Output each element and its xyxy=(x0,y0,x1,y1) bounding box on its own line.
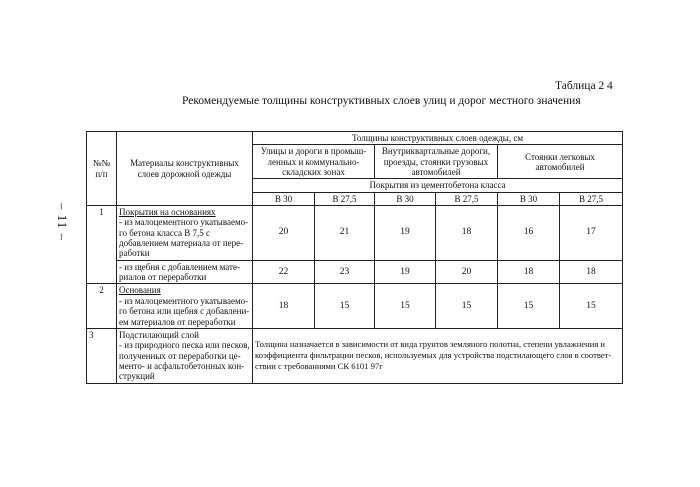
header-thickness: Толщины конструктивных слоев одежды, см xyxy=(253,132,623,145)
table-row xyxy=(87,284,623,328)
value-cell: 19 xyxy=(375,260,436,284)
row-number: 1 xyxy=(87,206,117,284)
value-cell: 23 xyxy=(315,260,375,284)
header-num: №№ п/п xyxy=(87,132,117,206)
value-cell: 21 xyxy=(315,206,375,261)
header-group-parking: Стоянки легковых автомобилей xyxy=(498,145,623,179)
value-cell: 18 xyxy=(560,260,623,284)
material-cell xyxy=(117,206,253,261)
material-text: - из малоцементного укатываемо-го бетона или щебня с добавлени-ем материалов от переработки xyxy=(119,295,250,327)
value-cell: 15 xyxy=(498,284,560,328)
header-materials: Материалы конструктивных слоев дорожной одежды xyxy=(117,132,253,206)
row-title: Покрытия на основаниях xyxy=(119,207,216,218)
value-cell: 15 xyxy=(560,284,623,328)
class-cell: В 27,5 xyxy=(436,192,498,205)
material-cell xyxy=(117,284,253,328)
header-group-industrial: Улицы и дороги в промыш-ленных и коммунально-складских зонах xyxy=(253,145,375,179)
value-cell: 15 xyxy=(315,284,375,328)
value-cell: 15 xyxy=(375,284,436,328)
class-cell: В 30 xyxy=(375,192,436,205)
value-cell: 15 xyxy=(436,284,498,328)
row-title: Основания xyxy=(119,285,161,296)
value-cell: 18 xyxy=(436,206,498,261)
value-cell: 20 xyxy=(436,260,498,284)
note-cell: Толщина назначается в зависимости от вида грунтов земляного полотна, степени увлажнения и коэффициента фильтрации песков, используемых для устройства подстилающего слоя в соответ-ствии с требованиями СК 6101 97г xyxy=(253,328,623,383)
value-cell: 19 xyxy=(375,206,436,261)
row-number: 3 xyxy=(87,328,117,383)
material-cell xyxy=(117,328,253,383)
value-cell: 20 xyxy=(253,206,315,261)
table-caption: Таблица 2 4 xyxy=(555,80,613,92)
row-number: 2 xyxy=(87,284,117,328)
value-cell: 18 xyxy=(498,260,560,284)
class-cell: В 30 xyxy=(253,192,315,205)
table-row xyxy=(87,260,623,284)
row-title: Подстилающий слой xyxy=(119,329,199,340)
material-text: - из щебня с добавлением мате-риалов от переработки xyxy=(117,260,253,284)
header-row-1 xyxy=(87,132,623,145)
class-cell: В 30 xyxy=(498,192,560,205)
header-group-intrablock: Внутриквартальные дороги, проезды, стоянки грузовых автомобилей xyxy=(375,145,498,179)
material-text: - из природного песка или песков, полученных от переработки це-менто- и асфальтобетонных кон-струкций xyxy=(119,340,250,382)
thickness-table xyxy=(86,131,623,384)
table-row xyxy=(87,328,623,383)
class-cell: В 27,5 xyxy=(560,192,623,205)
table-row xyxy=(87,206,623,261)
value-cell: 17 xyxy=(560,206,623,261)
class-cell: В 27,5 xyxy=(315,192,375,205)
material-text: - из малоцементного укатываемо-го бетона класса В 7,5 с добавлением материала от пере-работки xyxy=(119,217,249,259)
header-concrete-class: Покрытия из цементобетона класса xyxy=(253,179,623,192)
value-cell: 22 xyxy=(253,260,315,284)
page-number: – 11 – xyxy=(55,202,70,242)
value-cell: 16 xyxy=(498,206,560,261)
table-title: Рекомендуемые толщины конструктивных слоев улиц и дорог местного значения xyxy=(182,95,581,107)
value-cell: 18 xyxy=(253,284,315,328)
